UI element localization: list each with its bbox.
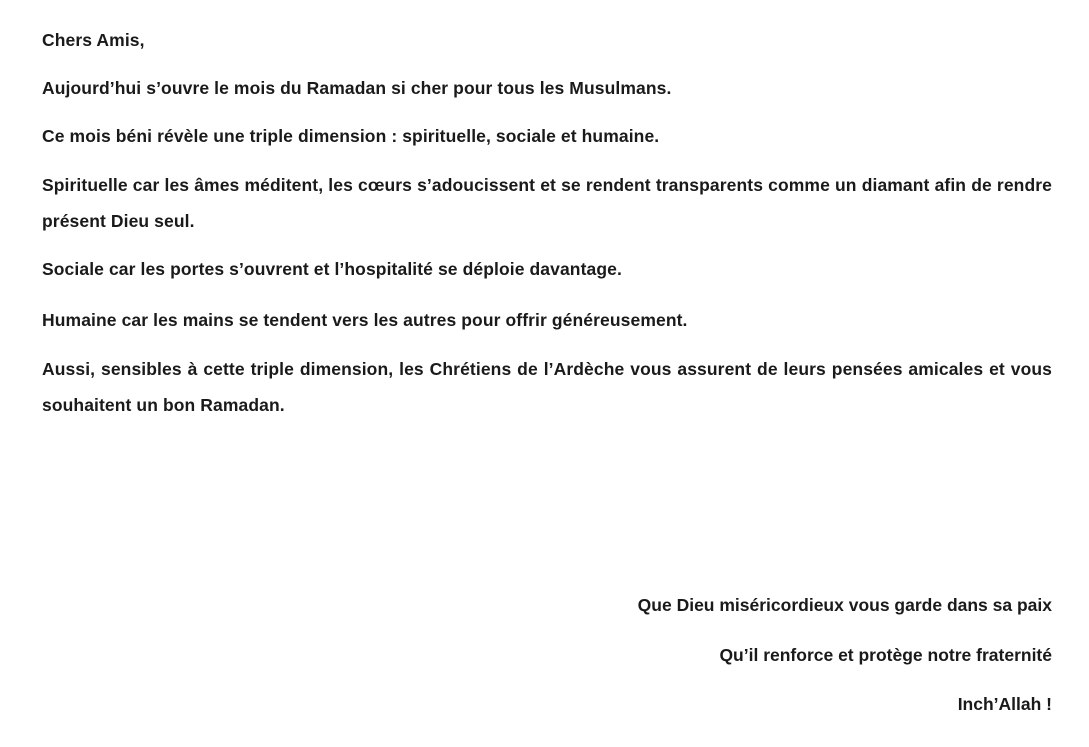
paragraph-wishes: Aussi, sensibles à cette triple dimension, les Chrétiens de l’Ardèche vous assurent de leurs pensées amicales et vous souhaitent un bon Ramadan. bbox=[42, 359, 1052, 415]
greeting: Chers Amis, bbox=[42, 30, 145, 50]
paragraph-spiritual: Spirituelle car les âmes méditent, les cœurs s’adoucissent et se rendent transparents comme un diamant afin de rendre présent Dieu seul. bbox=[42, 175, 1052, 231]
closing-line-inchallah: Inch’Allah ! bbox=[957, 694, 1052, 714]
closing-line-fraternity: Qu’il renforce et protège notre fraternité bbox=[719, 645, 1052, 665]
paragraph-human: Humaine car les mains se tendent vers les autres pour offrir généreusement. bbox=[42, 310, 688, 330]
paragraph-ramadan-opening: Aujourd’hui s’ouvre le mois du Ramadan si cher pour tous les Musulmans. bbox=[42, 78, 672, 98]
paragraph-triple-dimension: Ce mois béni révèle une triple dimension : spirituelle, sociale et humaine. bbox=[42, 126, 660, 146]
paragraph-social: Sociale car les portes s’ouvrent et l’hospitalité se déploie davantage. bbox=[42, 259, 622, 279]
closing-line-blessing: Que Dieu miséricordieux vous garde dans sa paix bbox=[637, 595, 1052, 615]
